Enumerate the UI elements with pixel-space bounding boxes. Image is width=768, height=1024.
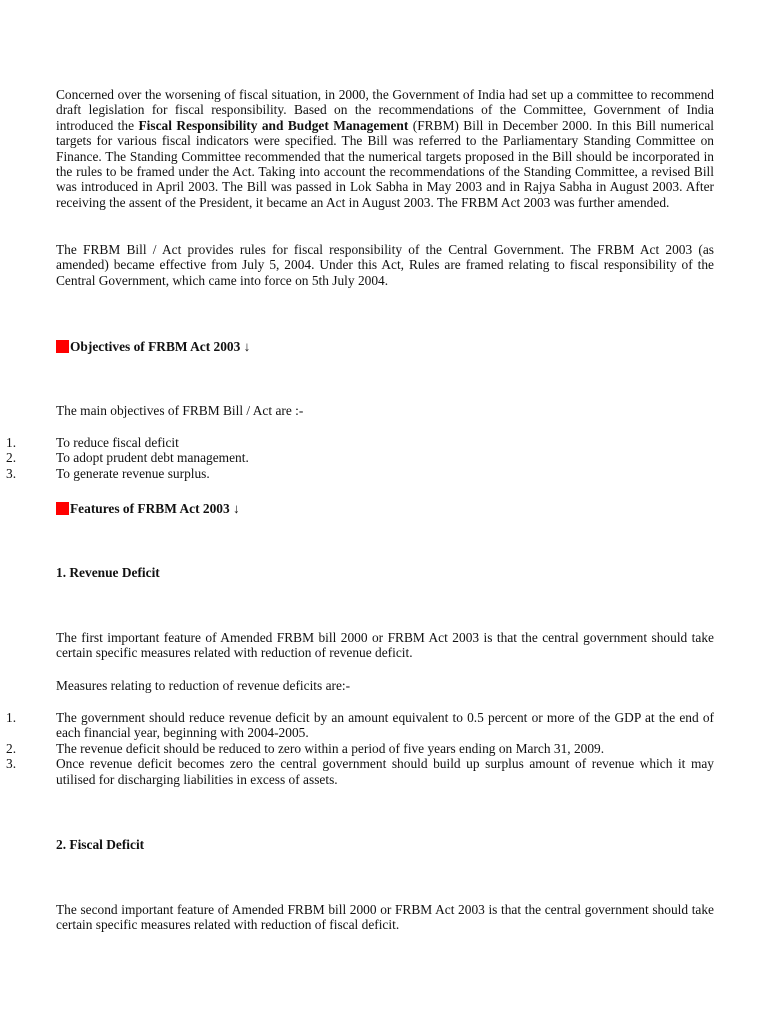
revenue-measures-intro: Measures relating to reduction of revenue deficits are:- — [56, 678, 351, 693]
objectives-list — [0, 435, 714, 481]
revenue-measures-list — [0, 710, 714, 787]
list-item — [0, 435, 714, 450]
list-item-text: To generate revenue surplus. — [56, 465, 210, 481]
list-item-text: To adopt prudent debt management. — [56, 450, 249, 466]
intro-text-part: (FRBM) Bill in December 2000. In this Bill numerical targets for various fiscal indicators were specified. The Bill was referred to the Parliamentary Standing Committee on Finance. The Standing Committee recommended that the numerical targets proposed in the Bill should be incorporated in the rules to be framed under the Act. Taking into account the recommendations of the Standing Committee, a revised Bill was introduced in April 2003. The Bill was passed in Lok Sabha in May 2003 and in Rajya Sabha in August 2003. After receiving the assent of the President, it became an Act in August 2003. The FRBM Act 2003 was further amended. — [56, 117, 714, 210]
list-item — [0, 710, 714, 741]
objectives-intro: The main objectives of FRBM Bill / Act are :- — [56, 403, 304, 418]
list-number: 3. — [6, 756, 17, 772]
features-heading-text: Features of FRBM Act 2003 ↓ — [70, 501, 240, 516]
objectives-heading-text: Objectives of FRBM Act 2003 ↓ — [70, 339, 251, 354]
list-number: 1. — [6, 435, 17, 450]
list-item — [0, 741, 714, 756]
list-number: 2. — [6, 740, 17, 756]
bullet-marker-icon — [56, 340, 69, 353]
intro-paragraph-2: The FRBM Bill / Act provides rules for fiscal responsibility of the Central Government. The FRBM Act 2003 (as amended) became effective from July 5, 2004. Under this Act, Rules are framed relating to fiscal responsibility of the Central Government, which came into force on 5th July 2004. — [56, 242, 714, 288]
fiscal-deficit-title: 2. Fiscal Deficit — [56, 837, 145, 852]
list-item-text: Once revenue deficit becomes zero the central government should build up surplus amount of revenue which it may utilised for discharging liabilities in excess of assets. — [56, 756, 714, 787]
list-item-text: To reduce fiscal deficit — [56, 435, 179, 450]
intro-text-part: Concerned over the worsening of fiscal situation, in 2000, the Government of India had set up a committee to recommend draft legislation for fiscal responsibility. Based on the recommendations of the Committee, Government of India introduced the — [56, 87, 714, 133]
list-item — [0, 450, 714, 465]
features-heading — [56, 501, 240, 516]
intro-paragraph-1 — [56, 87, 714, 210]
list-item-text: The government should reduce revenue deficit by an amount equivalent to 0.5 percent or more of the GDP at the end of each financial year, beginning with 2004-2005. — [56, 710, 714, 741]
revenue-deficit-paragraph: The first important feature of Amended FRBM bill 2000 or FRBM Act 2003 is that the central government should take certain specific measures related with reduction of revenue deficit. — [56, 630, 714, 661]
list-number: 1. — [6, 710, 17, 725]
list-item — [0, 756, 714, 787]
list-number: 3. — [6, 465, 17, 481]
list-number: 2. — [6, 450, 17, 466]
list-item-text: The revenue deficit should be reduced to zero within a period of five years ending on March 31, 2009. — [56, 740, 605, 756]
objectives-heading — [56, 339, 250, 354]
bullet-marker-icon — [56, 502, 69, 515]
list-item — [0, 466, 714, 481]
revenue-deficit-title: 1. Revenue Deficit — [56, 565, 160, 580]
fiscal-deficit-paragraph: The second important feature of Amended FRBM bill 2000 or FRBM Act 2003 is that the central government should take certain specific measures related with reduction of fiscal deficit. — [56, 902, 714, 933]
act-name-bold: Fiscal Responsibility and Budget Management — [138, 117, 409, 133]
